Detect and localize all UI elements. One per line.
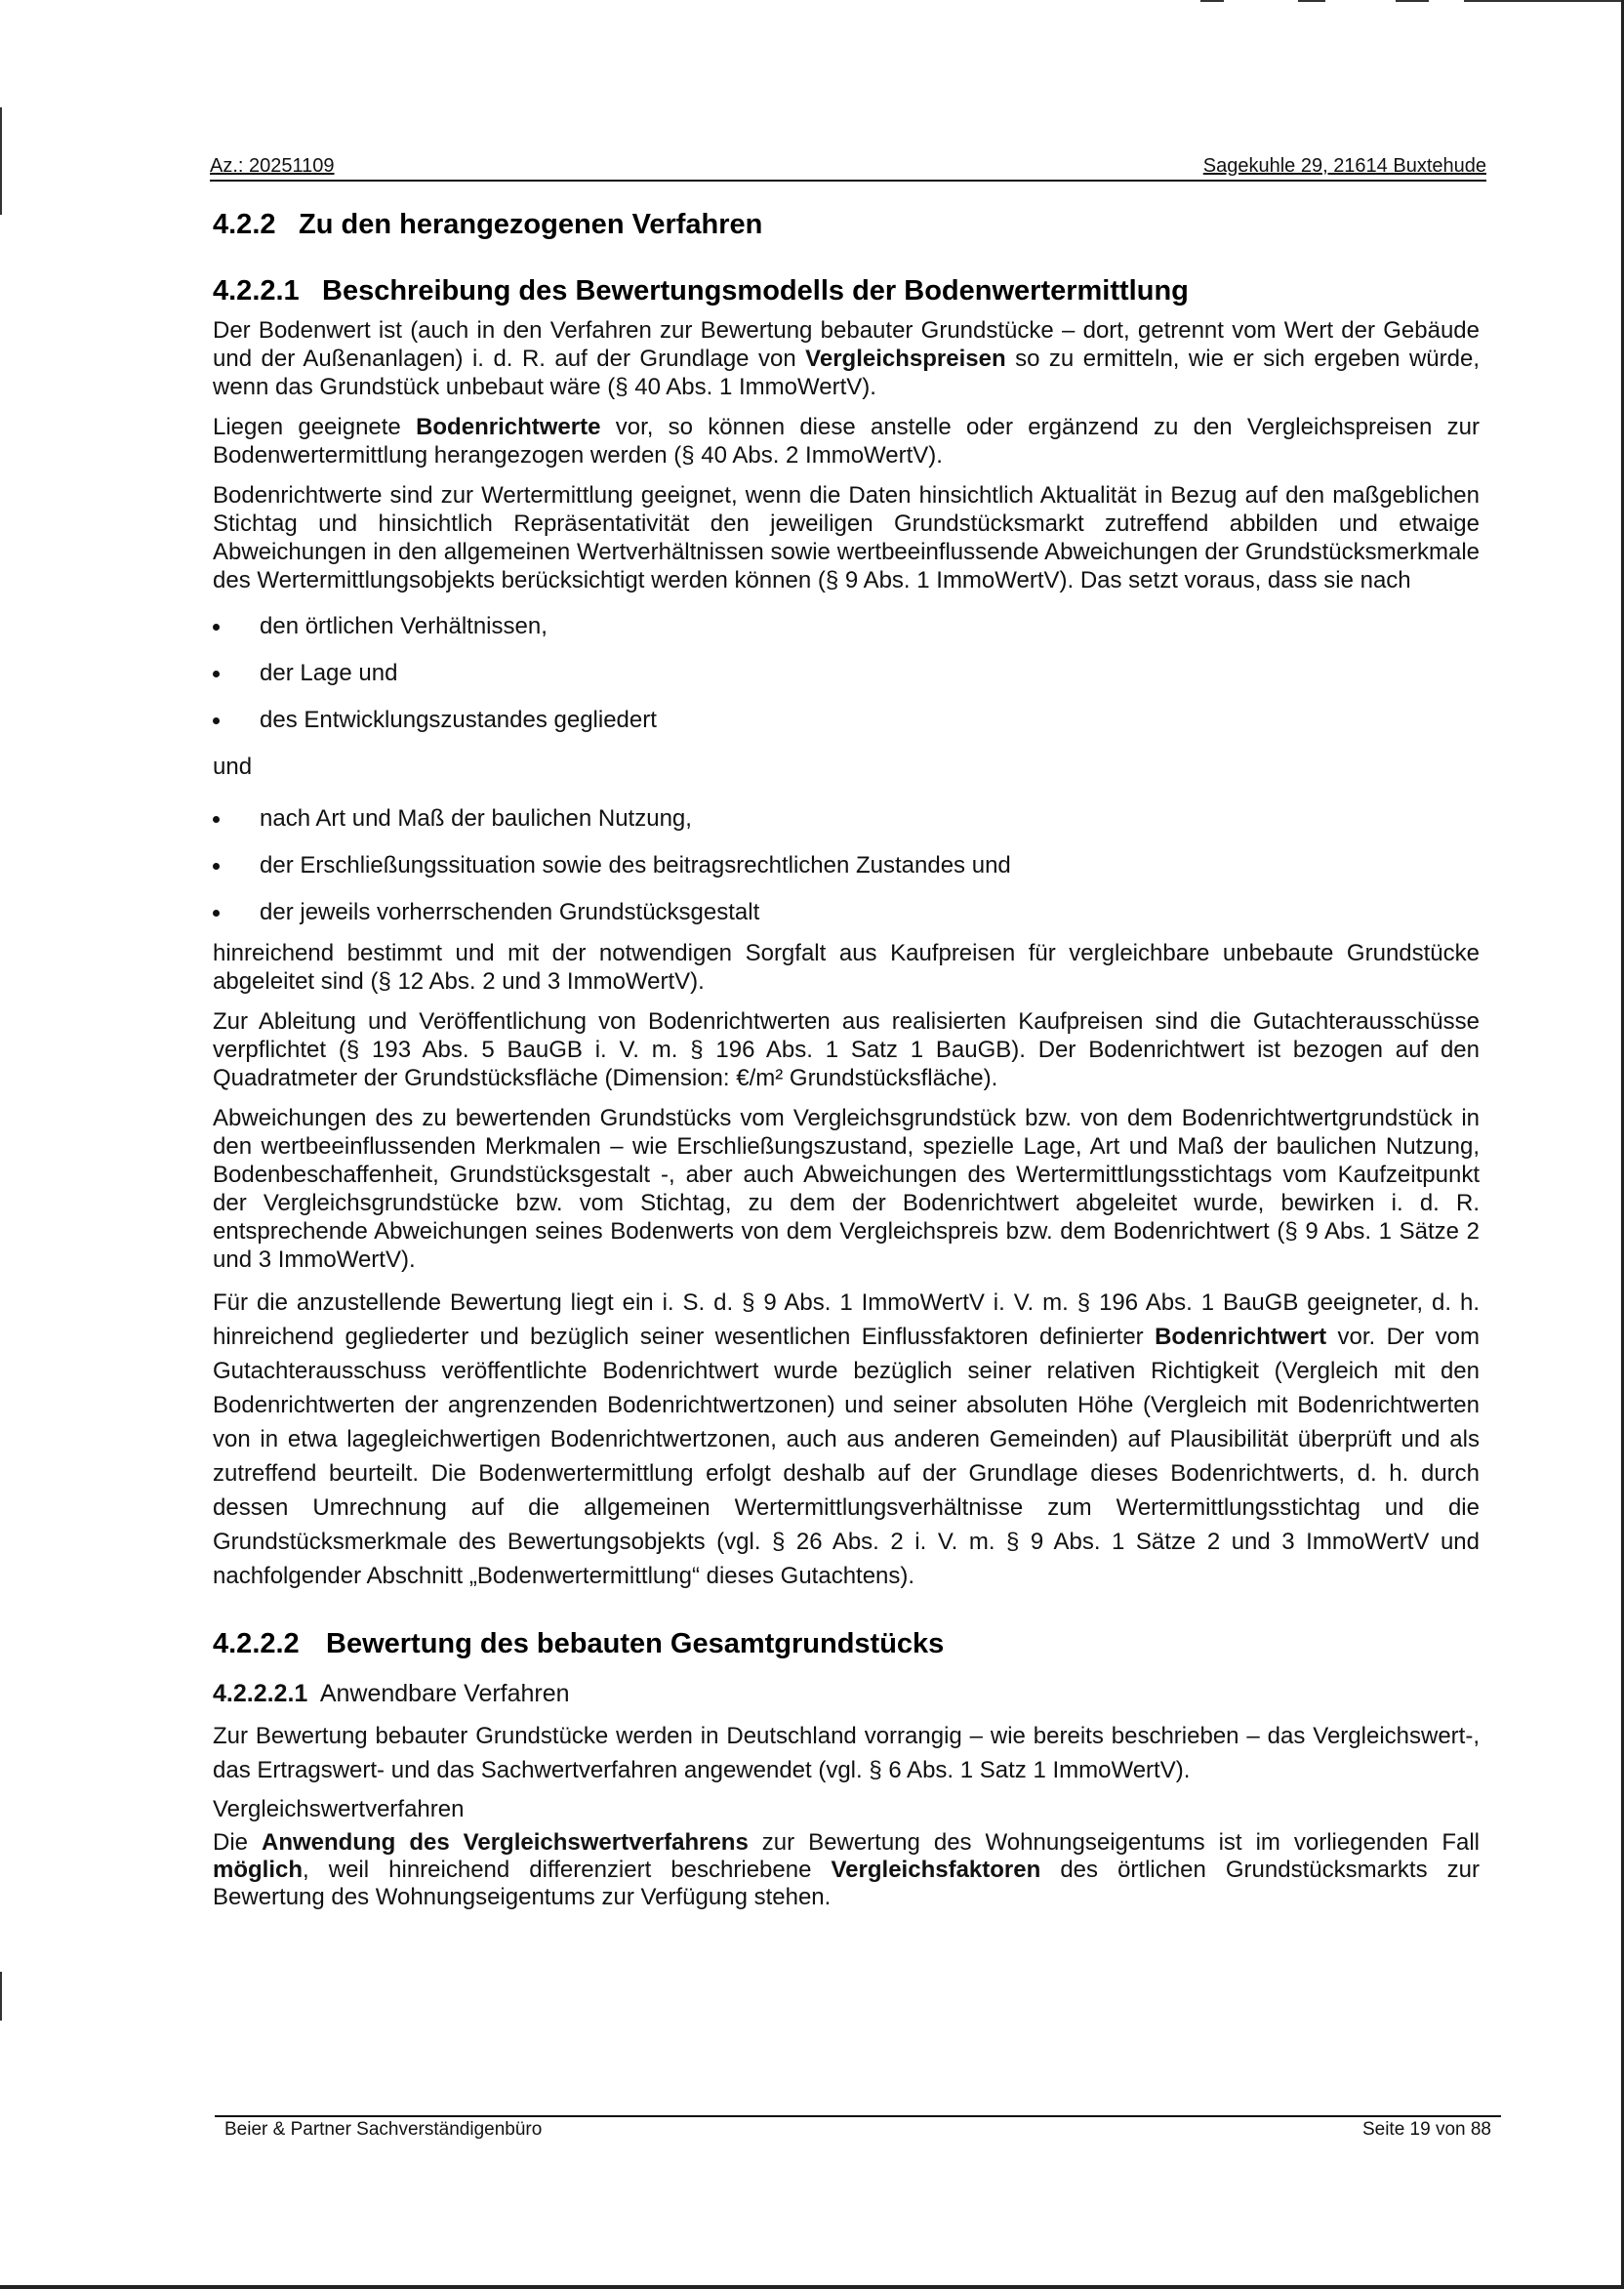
text: , weil hinreichend differenziert beschriebene — [303, 1857, 832, 1883]
scan-mark-left — [0, 107, 2, 215]
text: Für die anzustellende Bewertung liegt ein i. S. d. § 9 Abs. 1 ImmoWertV i. V. m. § 196 Abs. 1 BauGB geeigneter, d. h. hinreichend gegliederter und bezüglich seiner wesentlichen Einflussfaktoren definierter — [213, 1289, 1480, 1350]
bullet-icon — [213, 671, 220, 677]
list-item — [213, 706, 1480, 753]
subsection-title: Bewertung des bebauten Gesamtgrundstücks — [326, 1628, 945, 1659]
text: Die — [213, 1829, 263, 1856]
bullet-icon — [213, 624, 220, 631]
connector-text: und — [213, 754, 253, 780]
paragraph — [213, 413, 1480, 470]
subsection-title: Beschreibung des Bewertungsmodells der Bodenwertermittlung — [322, 275, 1189, 307]
subsubsection-number: 4.2.2.2.1 — [213, 1680, 308, 1707]
subsection-heading — [213, 1626, 1480, 1661]
scan-edge — [0, 2285, 1624, 2289]
list-item-text: den örtlichen Verhältnissen, — [260, 613, 548, 639]
scan-mark-top — [1464, 0, 1624, 2]
scan-mark-top — [1298, 0, 1325, 2]
text: vor. Der vom Gutachterausschuss veröffentlichte Bodenrichtwert wurde bezüglich seiner relativen Richtigkeit (Vergleich mit den Bodenrichtwerten der angrenzenden Bodenrichtwertzonen) und seiner absoluten Höhe (Vergleich mit Bodenrichtwerten von in etwa lagegleichwertigen Bodenrichtwertzonen, auch aus anderen Gemeinden) auf Plausibilität überprüft und als zutreffend beurteilt. Die Bodenwertermittlung erfolgt deshalb auf der Grundlage dieses Bodenrichtwerts, d. h. durch dessen Umrechnung auf die allgemeinen Wertermittlungsverhältnisse zum Wertermittlungsstichtag und die Grundstücksmerkmale des Bewertungsobjekts (vgl. § 26 Abs. 2 i. V. m. § 9 Abs. 1 Sätze 2 und 3 ImmoWertV und nachfolgender Abschnitt „Bodenwertermittlung“ dieses Gutachtens). — [213, 1324, 1480, 1589]
section-title: Zu den herangezogenen Verfahren — [299, 209, 763, 240]
bullet-icon — [213, 863, 220, 870]
subsection-number: 4.2.2.2 — [213, 1628, 300, 1659]
text: Der Bodenwert ist (auch in den Verfahren zur Bewertung bebauter Grundstücke – dort, getrennt vom Wert der Gebäude und der Außenanlagen) i. d. R. auf der Grundlage von — [213, 317, 1480, 372]
paragraph — [213, 1286, 1480, 1593]
emphasis: Anwendung des Vergleichswertverfahrens — [262, 1829, 749, 1856]
text: vor, so können diese anstelle oder ergänzend zu den Vergleichspreisen zur Bodenwertermittlung herangezogen werden (§ 40 Abs. 2 ImmoWertV). — [213, 414, 1480, 469]
emphasis: Bodenrichtwerte — [416, 414, 601, 440]
bullet-list — [213, 612, 1480, 753]
text: Liegen geeignete — [213, 414, 417, 440]
footer-company: Beier & Partner Sachverständigenbüro — [224, 2119, 543, 2140]
list-item — [213, 804, 1480, 851]
emphasis: Vergleichspreisen — [805, 346, 1006, 372]
subsection-number: 4.2.2.1 — [213, 275, 300, 307]
text: so zu ermitteln, wie er sich ergeben würde, wenn das Grundstück unbebaut wäre (§ 40 Abs. 1 ImmoWertV). — [213, 346, 1480, 400]
text: zur Bewertung des Wohnungseigentums ist im vorliegenden Fall — [748, 1829, 1480, 1856]
header-address: Sagekuhle 29, 21614 Buxtehude — [1202, 155, 1486, 177]
list-item — [213, 898, 1480, 939]
bullet-icon — [213, 816, 220, 823]
bullet-icon — [213, 910, 220, 917]
scan-mark-top — [1396, 0, 1429, 2]
text: des örtlichen Grundstücksmarkts zur Bewertung des Wohnungseigentums zur Verfügung stehen. — [213, 1857, 1480, 1910]
list-item — [213, 851, 1480, 898]
paragraph: hinreichend bestimmt und mit der notwendigen Sorgfalt aus Kaufpreisen für vergleichbare unbebaute Grundstücke abgeleitet sind (§ 12 Abs. 2 und 3 ImmoWertV). — [213, 940, 1480, 995]
list-item-text: des Entwicklungszustandes gegliedert — [260, 707, 657, 733]
list-item-text: der Lage und — [260, 660, 398, 686]
list-item-text: der jeweils vorherrschenden Grundstücksgestalt — [260, 899, 760, 925]
emphasis: Vergleichsfaktoren — [831, 1857, 1041, 1883]
document-body — [213, 207, 1480, 1911]
paragraph — [213, 316, 1480, 401]
header-reference: Az.: 20251109 — [210, 155, 335, 177]
scan-mark-left — [0, 1972, 2, 2021]
subsection-heading — [213, 273, 1480, 308]
subheading: Vergleichswertverfahren — [213, 1796, 465, 1822]
paragraph — [213, 1829, 1480, 1911]
scan-mark-top — [1200, 0, 1224, 2]
list-item-text: der Erschließungssituation sowie des beitragsrechtlichen Zustandes und — [260, 852, 1011, 879]
list-item-text: nach Art und Maß der baulichen Nutzung, — [260, 805, 692, 832]
emphasis: Bodenrichtwert — [1155, 1324, 1327, 1350]
list-item — [213, 659, 1480, 706]
list-item — [213, 612, 1480, 659]
page-footer — [224, 2118, 1491, 2142]
page-header — [210, 154, 1486, 178]
section-number: 4.2.2 — [213, 209, 276, 240]
footer-rule — [215, 2115, 1501, 2117]
paragraph: Abweichungen des zu bewertenden Grundstücks vom Vergleichsgrundstück bzw. von dem Bodenrichtwertgrundstück in den wertbeeinflussenden Merkmalen – wie Erschließungszustand, spezielle Lage, Art und Maß der baulichen Nutzung, Bodenbeschaffenheit, Grundstücksgestalt -, aber auch Abweichungen des Wertermittlungsstichtags vom Kaufzeitpunkt der Vergleichsgrundstücke bzw. vom Stichtag, zu dem der Bodenrichtwert abgeleitet wurde, bewirken i. d. R. entsprechende Abweichungen seines Bodenwerts von dem Vergleichspreis bzw. dem Bodenrichtwert (§ 9 Abs. 1 Sätze 2 und 3 ImmoWertV). — [213, 1105, 1480, 1273]
paragraph: Bodenrichtwerte sind zur Wertermittlung geeignet, wenn die Daten hinsichtlich Aktualität in Bezug auf den maßgeblichen Stichtag und hinsichtlich Repräsentativität den jeweiligen Grundstücksmarkt zutreffend abbilden und etwaige Abweichungen in den allgemeinen Wertverhältnissen sowie wertbeeinflussende Abweichungen der Grundstücksmerkmale des Wertermittlungsobjekts berücksichtigt werden können (§ 9 Abs. 1 ImmoWertV). Das setzt voraus, dass sie nach — [213, 482, 1480, 593]
subsubsection-heading — [213, 1679, 1480, 1709]
bullet-list — [213, 804, 1480, 939]
emphasis: möglich — [213, 1857, 304, 1883]
subsubsection-title: Anwendbare Verfahren — [319, 1680, 570, 1707]
bullet-icon — [213, 717, 220, 724]
header-rule — [210, 180, 1486, 182]
footer-page-number: Seite 19 von 88 — [1361, 2119, 1491, 2140]
paragraph: Zur Ableitung und Veröffentlichung von Bodenrichtwerten aus realisierten Kaufpreisen sind die Gutachterausschüsse verpflichtet (§ 193 Abs. 5 BauGB i. V. m. § 196 Abs. 1 Satz 1 BauGB). Der Bodenrichtwert ist bezogen auf den Quadratmeter der Grundstücksfläche (Dimension: €/m² Grundstücksfläche). — [213, 1008, 1480, 1091]
paragraph: Zur Bewertung bebauter Grundstücke werden in Deutschland vorrangig – wie bereits beschrieben – das Vergleichswert-, das Ertragswert- und das Sachwertverfahren angewendet (vgl. § 6 Abs. 1 Satz 1 ImmoWertV). — [213, 1723, 1480, 1783]
section-heading — [213, 207, 1480, 242]
